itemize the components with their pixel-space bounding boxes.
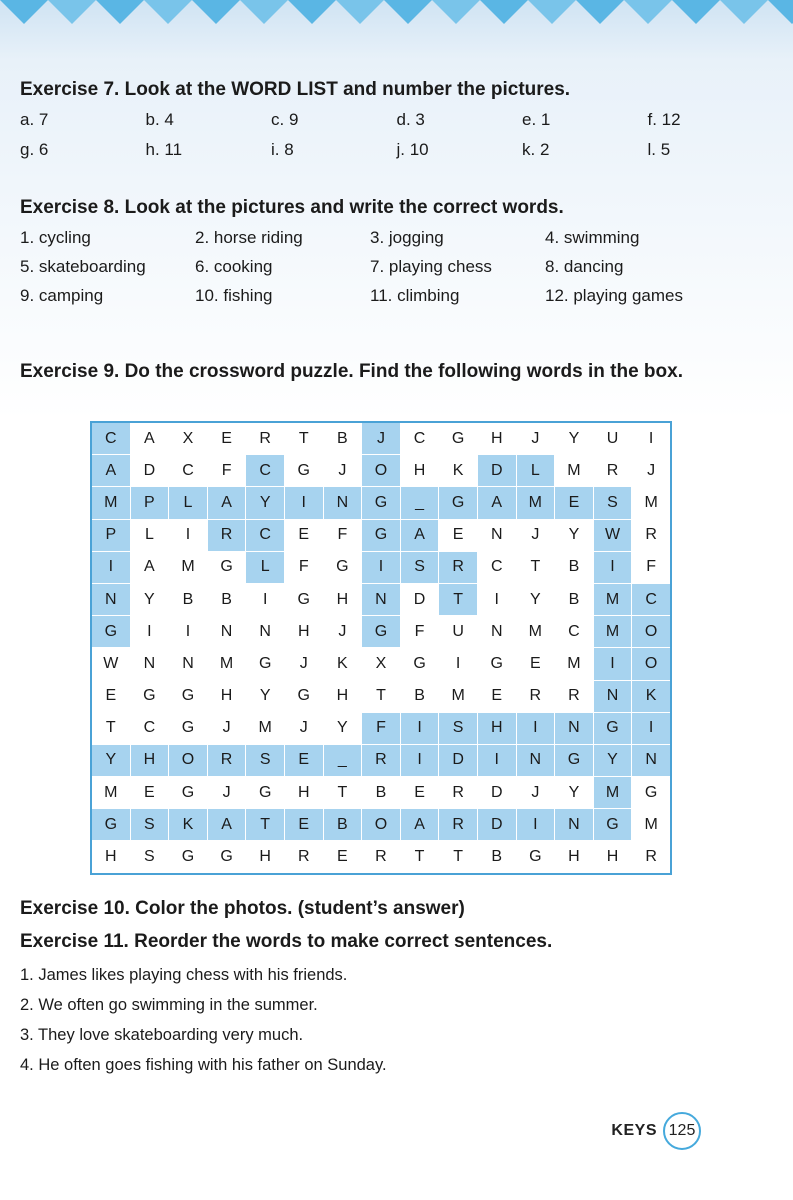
grid-cell: I xyxy=(130,616,169,648)
grid-cell: H xyxy=(323,680,362,712)
grid-cell: R xyxy=(439,809,478,841)
grid-cell: U xyxy=(439,616,478,648)
grid-cell: C xyxy=(400,422,439,455)
answer-item: c. 9 xyxy=(271,110,299,129)
grid-cell: I xyxy=(362,551,401,583)
grid-cell: G xyxy=(246,648,285,680)
grid-cell: G xyxy=(477,648,516,680)
grid-cell: G xyxy=(169,712,208,744)
grid-cell: S xyxy=(439,712,478,744)
grid-cell: S xyxy=(246,744,285,776)
grid-cell: F xyxy=(362,712,401,744)
grid-cell: A xyxy=(130,551,169,583)
grid-cell: J xyxy=(362,422,401,455)
answer-item: 11. climbing xyxy=(370,286,460,305)
answer-item: l. 5 xyxy=(647,140,671,159)
grid-cell: H xyxy=(400,455,439,487)
grid-cell: I xyxy=(593,551,632,583)
grid-cell: G xyxy=(516,841,555,874)
exercise-8-title: Exercise 8. Look at the pictures and write the correct words. xyxy=(20,197,564,218)
grid-row xyxy=(91,583,671,615)
grid-cell: M xyxy=(516,487,555,519)
exercise-9 xyxy=(20,360,773,384)
grid-cell: I xyxy=(632,422,671,455)
zigzag-triangle xyxy=(672,0,720,24)
exercise-11-sentences xyxy=(20,960,773,1080)
page-number: 125 xyxy=(663,1112,701,1150)
grid-cell: N xyxy=(207,616,246,648)
zigzag-triangle xyxy=(48,0,96,24)
grid-cell: P xyxy=(91,519,130,551)
grid-cell: M xyxy=(593,616,632,648)
grid-cell: E xyxy=(284,809,323,841)
grid-cell: A xyxy=(130,422,169,455)
grid-cell: N xyxy=(91,583,130,615)
exercise-7-title: Exercise 7. Look at the WORD LIST and number the pictures. xyxy=(20,79,571,100)
grid-cell: G xyxy=(439,487,478,519)
grid-cell: H xyxy=(477,712,516,744)
grid-cell: M xyxy=(207,648,246,680)
grid-cell: R xyxy=(593,455,632,487)
grid-cell: N xyxy=(362,583,401,615)
page-footer xyxy=(611,1112,701,1150)
grid-cell: R xyxy=(632,519,671,551)
grid-cell: C xyxy=(246,455,285,487)
grid-cell: F xyxy=(632,551,671,583)
grid-cell: D xyxy=(130,455,169,487)
grid-cell: C xyxy=(91,422,130,455)
answer-item: 3. jogging xyxy=(370,228,444,247)
zigzag-triangle xyxy=(336,0,384,24)
grid-cell: M xyxy=(439,680,478,712)
grid-cell: N xyxy=(516,744,555,776)
grid-cell: D xyxy=(477,809,516,841)
grid-cell: G xyxy=(246,777,285,809)
grid-row xyxy=(91,616,671,648)
answer-item: 2. horse riding xyxy=(195,228,303,247)
grid-cell: G xyxy=(632,777,671,809)
grid-cell: I xyxy=(91,551,130,583)
grid-cell: I xyxy=(516,712,555,744)
grid-cell: E xyxy=(400,777,439,809)
answer-item: 8. dancing xyxy=(545,257,624,276)
grid-cell: I xyxy=(284,487,323,519)
grid-cell: W xyxy=(593,519,632,551)
zigzag-triangle xyxy=(768,0,793,24)
zigzag-border xyxy=(0,0,793,30)
grid-cell: G xyxy=(91,809,130,841)
grid-cell: G xyxy=(362,487,401,519)
grid-cell: G xyxy=(91,616,130,648)
grid-cell: J xyxy=(516,422,555,455)
word-search-grid xyxy=(90,421,672,875)
grid-cell: U xyxy=(593,422,632,455)
grid-cell: T xyxy=(91,712,130,744)
grid-cell: G xyxy=(169,777,208,809)
grid-cell: L xyxy=(516,455,555,487)
answer-item: f. 12 xyxy=(647,110,681,129)
grid-cell: R xyxy=(439,551,478,583)
grid-cell: J xyxy=(632,455,671,487)
answer-item: k. 2 xyxy=(522,140,550,159)
grid-cell: O xyxy=(632,616,671,648)
grid-cell: G xyxy=(284,680,323,712)
sentence-item: 2. We often go swimming in the summer. xyxy=(20,996,318,1014)
grid-cell: I xyxy=(477,583,516,615)
zigzag-triangle xyxy=(384,0,432,24)
answer-item: g. 6 xyxy=(20,140,49,159)
grid-cell: T xyxy=(284,422,323,455)
grid-cell: C xyxy=(130,712,169,744)
grid-cell: G xyxy=(439,422,478,455)
grid-cell: J xyxy=(284,712,323,744)
grid-cell: I xyxy=(477,744,516,776)
grid-cell: E xyxy=(323,841,362,874)
grid-cell: E xyxy=(284,519,323,551)
grid-cell: F xyxy=(207,455,246,487)
grid-cell: Y xyxy=(246,680,285,712)
grid-cell: K xyxy=(439,455,478,487)
grid-cell: I xyxy=(593,648,632,680)
grid-cell: G xyxy=(284,583,323,615)
grid-cell: H xyxy=(323,583,362,615)
exercise-7 xyxy=(20,78,773,160)
grid-row xyxy=(91,551,671,583)
grid-cell: E xyxy=(284,744,323,776)
answer-item: 4. swimming xyxy=(545,228,640,247)
grid-cell: _ xyxy=(400,487,439,519)
grid-cell: S xyxy=(593,487,632,519)
zigzag-triangle xyxy=(624,0,672,24)
grid-cell: B xyxy=(362,777,401,809)
grid-cell: T xyxy=(323,777,362,809)
zigzag-triangle xyxy=(192,0,240,24)
grid-cell: Y xyxy=(516,583,555,615)
answer-item: d. 3 xyxy=(396,110,425,129)
grid-cell: K xyxy=(323,648,362,680)
grid-cell: I xyxy=(632,712,671,744)
grid-cell: A xyxy=(400,809,439,841)
grid-cell: M xyxy=(593,777,632,809)
grid-cell: G xyxy=(593,712,632,744)
answer-item: 10. fishing xyxy=(195,286,273,305)
grid-cell: P xyxy=(130,487,169,519)
grid-cell: R xyxy=(362,841,401,874)
zigzag-triangle xyxy=(720,0,768,24)
grid-cell: H xyxy=(91,841,130,874)
exercise-10-title: Exercise 10. Color the photos. (student’s answer) xyxy=(20,898,465,919)
zigzag-triangle xyxy=(144,0,192,24)
grid-cell: G xyxy=(130,680,169,712)
grid-cell: R xyxy=(246,422,285,455)
grid-row xyxy=(91,680,671,712)
grid-cell: G xyxy=(400,648,439,680)
grid-cell: G xyxy=(362,616,401,648)
grid-cell: I xyxy=(400,712,439,744)
grid-row xyxy=(91,809,671,841)
grid-cell: K xyxy=(632,680,671,712)
grid-cell: C xyxy=(246,519,285,551)
grid-cell: O xyxy=(362,809,401,841)
grid-cell: I xyxy=(400,744,439,776)
grid-cell: J xyxy=(516,777,555,809)
grid-cell: B xyxy=(207,583,246,615)
zigzag-triangle xyxy=(576,0,624,24)
answer-item: 9. camping xyxy=(20,286,104,305)
grid-cell: C xyxy=(477,551,516,583)
grid-cell: N xyxy=(246,616,285,648)
answer-item: 6. cooking xyxy=(195,257,273,276)
grid-cell: H xyxy=(246,841,285,874)
grid-cell: G xyxy=(593,809,632,841)
grid-cell: H xyxy=(555,841,594,874)
grid-cell: R xyxy=(632,841,671,874)
grid-cell: M xyxy=(593,583,632,615)
zigzag-triangle xyxy=(528,0,576,24)
grid-cell: S xyxy=(130,841,169,874)
grid-cell: R xyxy=(362,744,401,776)
grid-cell: G xyxy=(323,551,362,583)
grid-cell: E xyxy=(555,487,594,519)
sentence-item: 3. They love skateboarding very much. xyxy=(20,1026,304,1044)
grid-cell: N xyxy=(169,648,208,680)
zigzag-triangle xyxy=(0,0,48,24)
zigzag-triangle xyxy=(480,0,528,24)
grid-cell: B xyxy=(555,583,594,615)
grid-cell: J xyxy=(207,777,246,809)
answer-item: i. 8 xyxy=(271,140,294,159)
grid-cell: Y xyxy=(555,777,594,809)
answer-item: j. 10 xyxy=(396,140,429,159)
grid-cell: B xyxy=(323,422,362,455)
answer-item: b. 4 xyxy=(145,110,174,129)
grid-cell: R xyxy=(555,680,594,712)
grid-cell: H xyxy=(130,744,169,776)
grid-row xyxy=(91,519,671,551)
grid-cell: D xyxy=(477,777,516,809)
grid-cell: N xyxy=(555,809,594,841)
grid-cell: N xyxy=(477,519,516,551)
grid-cell: Y xyxy=(555,422,594,455)
grid-cell: E xyxy=(477,680,516,712)
grid-cell: C xyxy=(632,583,671,615)
exercise-7-answers xyxy=(20,110,773,160)
grid-cell: E xyxy=(439,519,478,551)
grid-cell: S xyxy=(130,809,169,841)
grid-row xyxy=(91,455,671,487)
grid-cell: B xyxy=(323,809,362,841)
grid-cell: I xyxy=(439,648,478,680)
grid-cell: _ xyxy=(323,744,362,776)
grid-cell: H xyxy=(284,777,323,809)
grid-cell: H xyxy=(593,841,632,874)
grid-cell: F xyxy=(323,519,362,551)
grid-cell: J xyxy=(516,519,555,551)
answer-item: 5. skateboarding xyxy=(20,257,146,276)
grid-cell: C xyxy=(169,455,208,487)
sentence-item: 4. He often goes fishing with his father on Sunday. xyxy=(20,1056,387,1074)
answer-item: h. 11 xyxy=(145,140,183,159)
grid-row xyxy=(91,487,671,519)
grid-cell: J xyxy=(323,616,362,648)
grid-cell: B xyxy=(477,841,516,874)
zigzag-triangle xyxy=(96,0,144,24)
grid-cell: L xyxy=(169,487,208,519)
grid-cell: A xyxy=(207,487,246,519)
exercise-9-title: Exercise 9. Do the crossword puzzle. Find the following words in the box. xyxy=(20,361,683,382)
grid-cell: N xyxy=(477,616,516,648)
grid-cell: Y xyxy=(555,519,594,551)
grid-cell: B xyxy=(555,551,594,583)
grid-row xyxy=(91,777,671,809)
grid-cell: O xyxy=(362,455,401,487)
grid-cell: G xyxy=(362,519,401,551)
grid-cell: D xyxy=(400,583,439,615)
zigzag-triangle xyxy=(240,0,288,24)
grid-cell: G xyxy=(207,551,246,583)
grid-cell: M xyxy=(555,455,594,487)
grid-cell: O xyxy=(632,648,671,680)
grid-cell: A xyxy=(400,519,439,551)
grid-cell: W xyxy=(91,648,130,680)
grid-cell: I xyxy=(246,583,285,615)
grid-cell: I xyxy=(516,809,555,841)
answer-item: 7. playing chess xyxy=(370,257,492,276)
grid-cell: E xyxy=(516,648,555,680)
grid-cell: N xyxy=(323,487,362,519)
grid-cell: T xyxy=(246,809,285,841)
grid-cell: O xyxy=(169,744,208,776)
zigzag-triangle xyxy=(432,0,480,24)
answer-item: a. 7 xyxy=(20,110,49,129)
grid-cell: M xyxy=(632,487,671,519)
grid-cell: E xyxy=(130,777,169,809)
grid-cell: A xyxy=(91,455,130,487)
grid-cell: G xyxy=(555,744,594,776)
exercise-10 xyxy=(20,897,773,921)
answer-item: 12. playing games xyxy=(545,286,683,305)
grid-row xyxy=(91,841,671,874)
grid-cell: H xyxy=(207,680,246,712)
grid-cell: J xyxy=(207,712,246,744)
grid-cell: E xyxy=(207,422,246,455)
grid-cell: T xyxy=(400,841,439,874)
grid-cell: R xyxy=(284,841,323,874)
grid-cell: A xyxy=(207,809,246,841)
grid-cell: M xyxy=(632,809,671,841)
grid-row xyxy=(91,648,671,680)
grid-row xyxy=(91,712,671,744)
grid-cell: R xyxy=(207,519,246,551)
grid-cell: B xyxy=(169,583,208,615)
grid-cell: N xyxy=(593,680,632,712)
grid-cell: N xyxy=(130,648,169,680)
grid-cell: N xyxy=(632,744,671,776)
grid-cell: G xyxy=(169,680,208,712)
grid-cell: I xyxy=(169,616,208,648)
grid-cell: M xyxy=(91,777,130,809)
exercise-11-title: Exercise 11. Reorder the words to make correct sentences. xyxy=(20,931,553,952)
grid-cell: I xyxy=(169,519,208,551)
grid-cell: K xyxy=(169,809,208,841)
grid-cell: H xyxy=(284,616,323,648)
grid-cell: T xyxy=(439,583,478,615)
grid-cell: E xyxy=(91,680,130,712)
grid-cell: Y xyxy=(130,583,169,615)
grid-cell: H xyxy=(477,422,516,455)
grid-cell: D xyxy=(439,744,478,776)
grid-cell: S xyxy=(400,551,439,583)
grid-cell: F xyxy=(284,551,323,583)
grid-cell: R xyxy=(207,744,246,776)
exercise-11 xyxy=(20,930,773,1080)
grid-cell: T xyxy=(362,680,401,712)
sentence-item: 1. James likes playing chess with his friends. xyxy=(20,966,348,984)
grid-cell: M xyxy=(555,648,594,680)
grid-cell: M xyxy=(246,712,285,744)
grid-cell: Y xyxy=(323,712,362,744)
grid-cell: J xyxy=(323,455,362,487)
grid-cell: T xyxy=(516,551,555,583)
exercise-8 xyxy=(20,196,773,306)
grid-cell: G xyxy=(284,455,323,487)
grid-cell: Y xyxy=(593,744,632,776)
grid-cell: M xyxy=(91,487,130,519)
grid-cell: N xyxy=(555,712,594,744)
grid-cell: R xyxy=(439,777,478,809)
answer-item: 1. cycling xyxy=(20,228,91,247)
grid-cell: T xyxy=(439,841,478,874)
grid-cell: C xyxy=(555,616,594,648)
grid-cell: D xyxy=(477,455,516,487)
grid-cell: Y xyxy=(246,487,285,519)
zigzag-triangle xyxy=(288,0,336,24)
grid-cell: B xyxy=(400,680,439,712)
exercise-8-answers xyxy=(20,228,773,306)
grid-cell: L xyxy=(130,519,169,551)
grid-cell: X xyxy=(362,648,401,680)
grid-cell: Y xyxy=(91,744,130,776)
grid-cell: M xyxy=(169,551,208,583)
grid-cell: G xyxy=(207,841,246,874)
grid-cell: A xyxy=(477,487,516,519)
grid-row xyxy=(91,422,671,455)
grid-cell: L xyxy=(246,551,285,583)
grid-cell: J xyxy=(284,648,323,680)
grid-cell: X xyxy=(169,422,208,455)
grid-cell: M xyxy=(516,616,555,648)
grid-cell: R xyxy=(516,680,555,712)
keys-label: KEYS xyxy=(611,1122,657,1139)
grid-cell: G xyxy=(169,841,208,874)
grid-row xyxy=(91,744,671,776)
answer-item: e. 1 xyxy=(522,110,551,129)
grid-cell: F xyxy=(400,616,439,648)
